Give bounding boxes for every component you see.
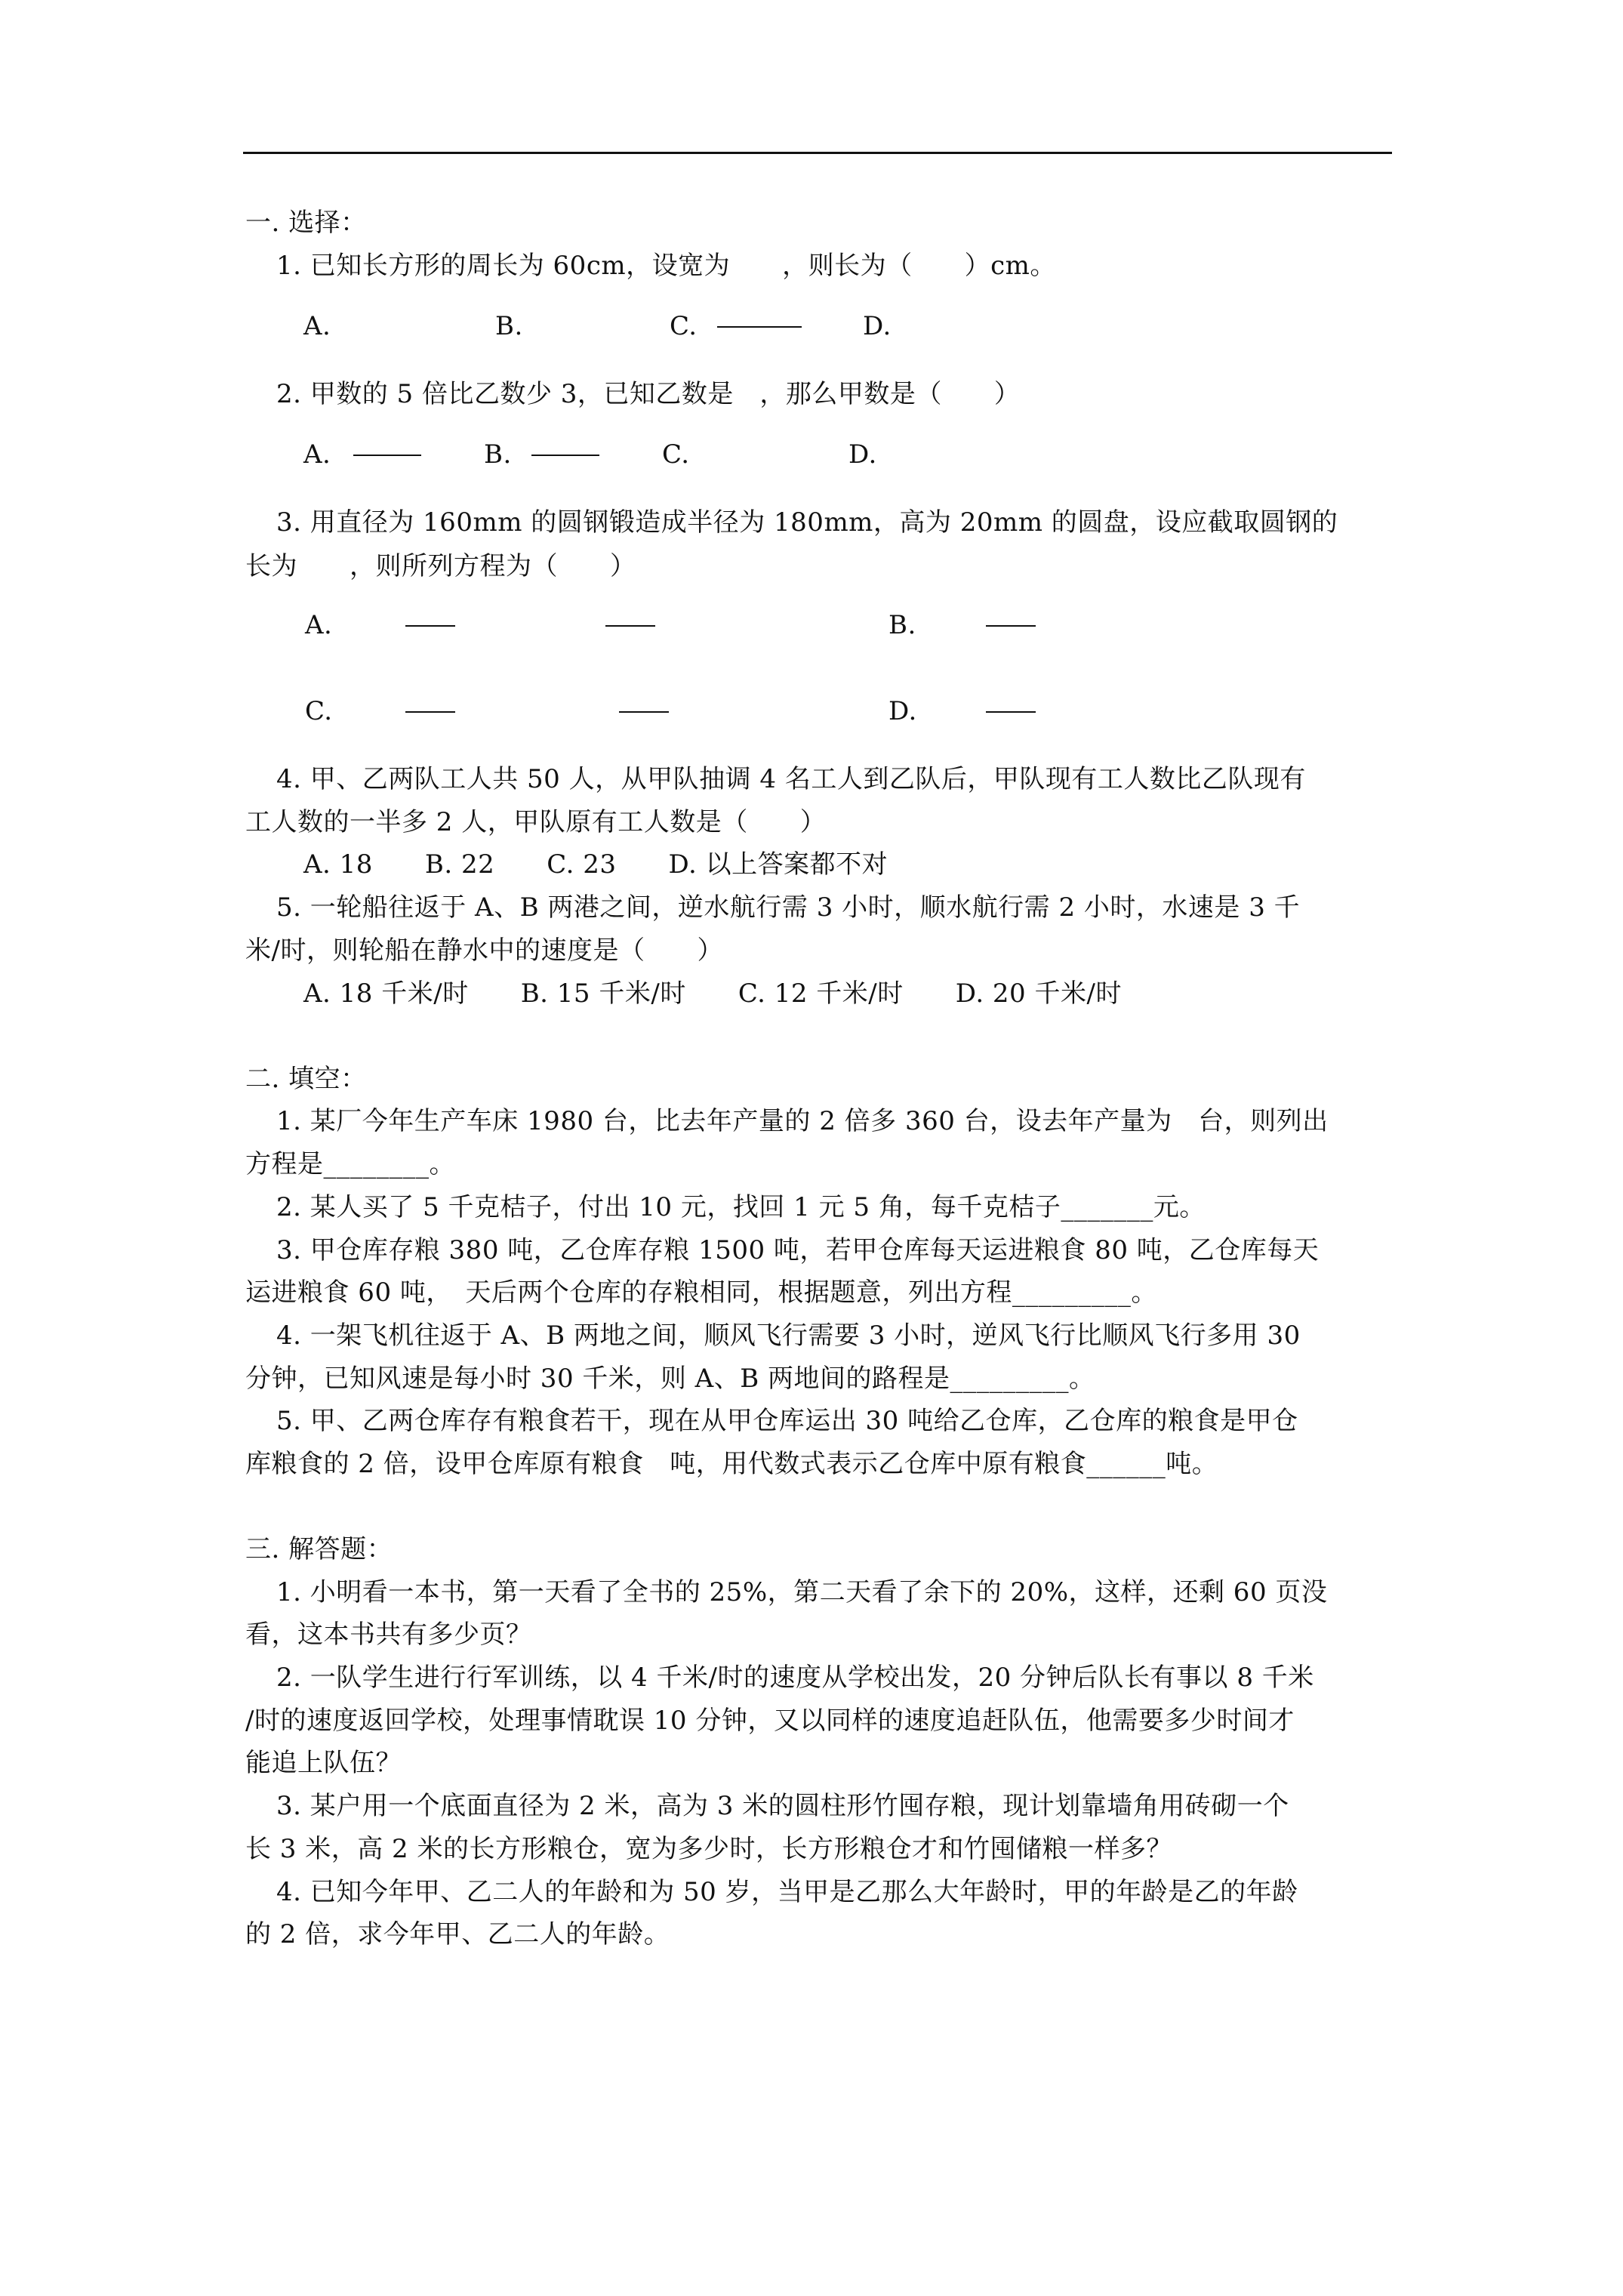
option-label: A. bbox=[303, 311, 331, 341]
option-label: D. bbox=[863, 311, 892, 341]
fraction-bar bbox=[717, 326, 802, 328]
problem-text: 2. 一队学生进行行军训练，以 4 千米/时的速度从学校出发，20 分钟后队长有事以 8 千米 bbox=[276, 1663, 1314, 1693]
fill-in-text: 3. 甲仓库存粮 380 吨，乙仓库存粮 1500 吨，若甲仓库每天运进粮食 80 吨，乙仓库每天 bbox=[276, 1235, 1320, 1265]
problem-text: 3. 某户用一个底面直径为 2 米，高为 3 米的圆柱形竹囤存粮，现计划靠墙角用砖砌一个 bbox=[276, 1791, 1289, 1821]
fraction-bar bbox=[531, 455, 599, 456]
problem-text: 能追上队伍？ bbox=[245, 1748, 402, 1778]
problem-text: 1. 小明看一本书，第一天看了全书的 25%，第二天看了余下的 20%，这样，还剩 60 页没 bbox=[276, 1577, 1328, 1607]
option-label: A. bbox=[305, 610, 333, 640]
fraction-bar bbox=[353, 455, 421, 456]
fill-in-text: 4. 一架飞机往返于 A、B 两地之间，顺风飞行需要 3 小时，逆风飞行比顺风飞行多用 30 bbox=[276, 1321, 1301, 1351]
problem-text: 的 2 倍，求今年甲、乙二人的年龄。 bbox=[245, 1919, 670, 1949]
header-rule bbox=[243, 152, 1392, 154]
question-text: 4. 甲、乙两队工人共 50 人，从甲队抽调 4 名工人到乙队后，甲队现有工人数比乙队现有 bbox=[276, 764, 1306, 794]
fraction-bar bbox=[405, 625, 455, 627]
option-label: C. bbox=[305, 696, 333, 726]
fraction-bar bbox=[986, 711, 1036, 713]
fill-in-text: 5. 甲、乙两仓库存有粮食若干，现在从甲仓库运出 30 吨给乙仓库，乙仓库的粮食是甲仓 bbox=[276, 1406, 1298, 1436]
options-line: A. 18 千米/时 B. 15 千米/时 C. 12 千米/时 D. 20 千米/时 bbox=[303, 978, 1122, 1009]
question-text: 3. 用直径为 160mm 的圆钢锻造成半径为 180mm，高为 20mm 的圆盘，设应截取圆钢的 bbox=[276, 507, 1338, 538]
fraction-bar bbox=[405, 711, 455, 713]
option-label: B. bbox=[484, 439, 512, 470]
option-label: C. bbox=[662, 439, 690, 470]
section-heading: 二. 填空： bbox=[245, 1064, 367, 1094]
option-label: B. bbox=[495, 311, 523, 341]
option-label: D. bbox=[888, 696, 917, 726]
fill-in-text: 1. 某厂今年生产车床 1980 台，比去年产量的 2 倍多 360 台，设去年产量为 台，则列出 bbox=[276, 1106, 1329, 1136]
option-label: C. bbox=[670, 311, 698, 341]
problem-text: 看，这本书共有多少页？ bbox=[245, 1620, 532, 1650]
question-text: 5. 一轮船往返于 A、B 两港之间，逆水航行需 3 小时，顺水航行需 2 小时，水速是 3 千 bbox=[276, 892, 1301, 923]
section-heading: 一. 选择： bbox=[245, 208, 367, 238]
question-text: 1. 已知长方形的周长为 60cm，设宽为 ，则长为（ ）cm。 bbox=[276, 251, 1056, 281]
fill-in-text: 方程是________。 bbox=[245, 1149, 455, 1179]
option-label: A. bbox=[303, 439, 331, 470]
fill-in-text: 2. 某人买了 5 千克桔子，付出 10 元，找回 1 元 5 角，每千克桔子_______元。 bbox=[276, 1192, 1206, 1222]
fill-in-text: 运进粮食 60 吨， 天后两个仓库的存粮相同，根据题意，列出方程_________。 bbox=[245, 1277, 1157, 1308]
fraction-bar bbox=[605, 625, 655, 627]
question-text: 米/时，则轮船在静水中的速度是（ ） bbox=[245, 935, 723, 966]
question-text: 长为 ，则所列方程为（ ） bbox=[245, 551, 636, 581]
option-label: B. bbox=[888, 610, 916, 640]
fraction-bar bbox=[619, 711, 669, 713]
fill-in-text: 分钟，已知风速是每小时 30 千米，则 A、B 两地间的路程是_________。 bbox=[245, 1364, 1095, 1394]
options-line: A. 18 B. 22 C. 23 D. 以上答案都不对 bbox=[303, 849, 888, 880]
option-label: D. bbox=[848, 439, 877, 470]
fill-in-text: 库粮食的 2 倍，设甲仓库原有粮食 吨，用代数式表示乙仓库中原有粮食______吨。 bbox=[245, 1449, 1218, 1479]
problem-text: 长 3 米，高 2 米的长方形粮仓，宽为多少时，长方形粮仓才和竹囤储粮一样多？ bbox=[245, 1834, 1172, 1864]
fraction-bar bbox=[986, 625, 1036, 627]
question-text: 工人数的一半多 2 人，甲队原有工人数是（ ） bbox=[245, 807, 827, 837]
question-text: 2. 甲数的 5 倍比乙数少 3，已知乙数是 ，那么甲数是（ ） bbox=[276, 379, 1021, 409]
problem-text: 4. 已知今年甲、乙二人的年龄和为 50 岁，当甲是乙那么大年龄时，甲的年龄是乙的年龄 bbox=[276, 1877, 1298, 1907]
section-heading: 三. 解答题： bbox=[245, 1534, 393, 1564]
problem-text: /时的速度返回学校，处理事情耽误 10 分钟，又以同样的速度追赶队伍，他需要多少时间才 bbox=[245, 1706, 1295, 1736]
